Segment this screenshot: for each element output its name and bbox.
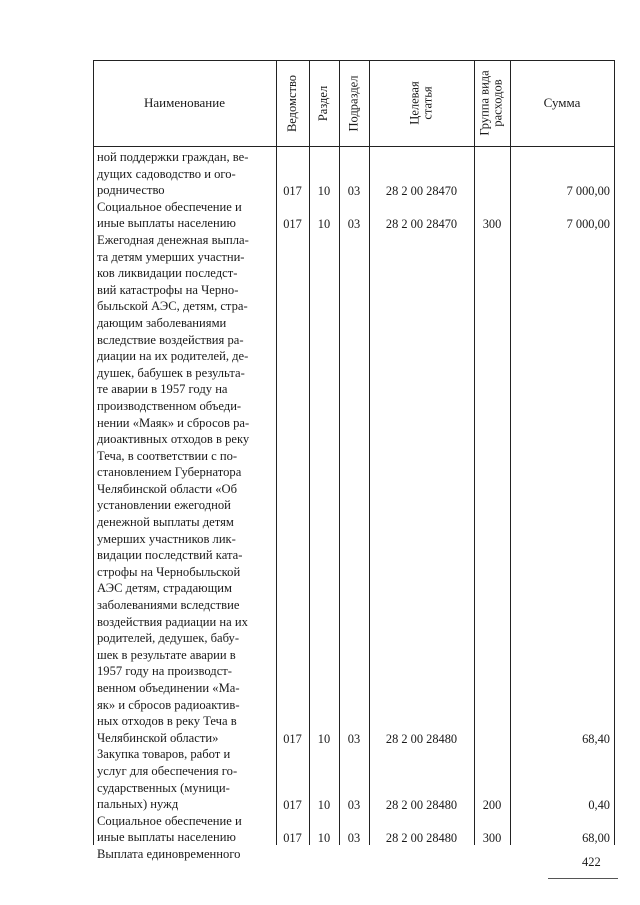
col-divider-gruppa xyxy=(474,60,475,845)
row-2-name-line: родителей, дедушек, бабу- xyxy=(97,631,240,646)
header-summa xyxy=(510,60,614,146)
row-0-name-line: родничество xyxy=(97,183,165,198)
row-2-name-line: Ежегодная денежная выпла- xyxy=(97,232,249,247)
row-2-name-line: вследствие воздействия ра- xyxy=(97,332,244,347)
header-gruppa-label xyxy=(479,70,505,135)
row-0-summa: 7 000,00 xyxy=(566,183,610,198)
row-2-name-line: те аварии в 1957 году на xyxy=(97,382,228,397)
row-1-name-line: Социальное обеспечение и xyxy=(97,199,242,214)
header-razdel-label: Раздел xyxy=(316,85,331,121)
header-vedomstvo-label: Ведомство xyxy=(285,74,299,132)
header-gruppa-line2: расходов xyxy=(491,79,506,127)
row-2-name-line: становлением Губернатора xyxy=(97,465,242,480)
row-1-podrazdel: 03 xyxy=(347,216,361,231)
row-0-celevaya: 28 2 00 28470 xyxy=(385,183,458,198)
row-2-name-line: 1957 году на производст- xyxy=(97,664,232,679)
header-celevaya-label xyxy=(409,81,435,124)
header-podrazdel xyxy=(339,60,369,146)
row-3-podrazdel: 03 xyxy=(347,797,361,812)
row-2-name-line: видации последствий ката- xyxy=(97,548,243,563)
col-divider-summa xyxy=(510,60,511,845)
header-gruppa-line1: Группа вида xyxy=(478,70,493,136)
row-2-name-line: диоактивных отходов в реку xyxy=(97,432,250,447)
row-4-gruppa: 300 xyxy=(482,831,502,846)
row-2-name-line: як» и сбросов радиоактив- xyxy=(97,697,240,712)
header-celevaya-line1: Целевая xyxy=(407,81,422,125)
row-1-razdel: 10 xyxy=(317,216,331,231)
row-1-summa: 7 000,00 xyxy=(566,216,610,231)
header-razdel xyxy=(309,60,339,146)
header-bottom-border xyxy=(93,146,615,147)
row-2-name-line: диации на их родителей, де- xyxy=(97,349,249,364)
header-podrazdel-label: Подраздел xyxy=(346,75,361,131)
header-summa-label: Сумма xyxy=(543,95,581,110)
row-2-name-line: установлении ежегодной xyxy=(97,498,231,513)
row-2-name-line: вий катастрофы на Черно- xyxy=(97,282,239,297)
row-3-name-line: пальных) нужд xyxy=(97,797,179,812)
row-2-name-line: ных отходов в реку Теча в xyxy=(97,714,237,729)
header-name xyxy=(93,60,276,146)
row-2-name-line: быльской АЭС, детям, стра- xyxy=(97,299,248,314)
footer-rule xyxy=(548,878,618,879)
col-divider-ved xyxy=(276,60,277,845)
row-3-razdel: 10 xyxy=(317,797,331,812)
row-2-name-line: заболеваниями вследствие xyxy=(97,598,240,613)
header-vedomstvo xyxy=(276,60,309,146)
row-2-razdel: 10 xyxy=(317,731,331,746)
table-right-border xyxy=(614,60,615,845)
row-0-razdel: 10 xyxy=(317,183,331,198)
header-name-label: Наименование xyxy=(144,95,225,110)
row-4-celevaya: 28 2 00 28480 xyxy=(385,831,458,846)
row-3-gruppa: 200 xyxy=(482,797,502,812)
row-4-summa: 68,00 xyxy=(582,831,610,846)
budget-table xyxy=(93,60,615,861)
row-2-name-line: Челябинской области» xyxy=(97,730,219,745)
col-divider-celevaya xyxy=(369,60,370,845)
row-2-name-line: ков ликвидации последст- xyxy=(97,266,238,281)
row-5-name-line: Выплата единовременного xyxy=(97,846,241,861)
row-2-name-line: умерших участников лик- xyxy=(97,531,236,546)
row-0-ved: 017 xyxy=(283,183,302,198)
row-2-summa: 68,40 xyxy=(582,731,610,746)
header-celevaya xyxy=(369,60,474,146)
row-2-name-line: АЭС детям, страдающим xyxy=(97,581,232,596)
row-3-name-line: услуг для обеспечения го- xyxy=(97,763,238,778)
row-0-name-line: ной поддержки граждан, ве- xyxy=(97,150,249,164)
row-1-name-line: иные выплаты населению xyxy=(97,216,236,231)
row-2-name-line: воздействия радиации на их xyxy=(97,614,248,629)
page-number: 422 xyxy=(582,855,601,869)
row-2-name-line: венном объединении «Ма- xyxy=(97,681,240,695)
row-4-name-line: Социальное обеспечение и xyxy=(97,813,242,828)
row-2-name-line: нении «Маяк» и сбросов ра- xyxy=(97,415,250,430)
col-divider-razdel xyxy=(309,60,310,845)
row-3-name-line: сударственных (муници- xyxy=(97,780,230,795)
row-3-name-line: Закупка товаров, работ и xyxy=(97,747,231,762)
row-1-celevaya: 28 2 00 28470 xyxy=(385,216,458,231)
table-left-border xyxy=(93,60,94,845)
header-gruppa xyxy=(474,60,510,146)
row-0-name-line: дущих садоводство и ого- xyxy=(97,166,236,181)
row-2-name-line: Теча, в соответствии с по- xyxy=(97,448,238,463)
name-column xyxy=(97,149,271,863)
row-2-celevaya: 28 2 00 28480 xyxy=(385,731,458,746)
row-2-name-line: денежной выплаты детям xyxy=(97,515,234,530)
row-3-celevaya: 28 2 00 28480 xyxy=(385,797,458,812)
row-4-ved: 017 xyxy=(283,831,302,846)
row-2-name-line: строфы на Чернобыльской xyxy=(97,564,241,579)
row-3-summa: 0,40 xyxy=(588,797,610,812)
row-1-ved: 017 xyxy=(283,216,302,231)
row-4-name-line: иные выплаты населению xyxy=(97,830,236,845)
row-4-razdel: 10 xyxy=(317,831,331,846)
row-1-gruppa: 300 xyxy=(482,216,502,231)
row-3-ved: 017 xyxy=(283,797,302,812)
row-2-ved: 017 xyxy=(283,731,302,746)
row-2-name-line: душек, бабушек в результа- xyxy=(97,365,245,380)
row-4-podrazdel: 03 xyxy=(347,831,361,846)
row-2-name-line: та детям умерших участни- xyxy=(97,249,245,264)
row-2-name-line: Челябинской области «Об xyxy=(97,481,238,496)
row-2-name-line: шек в результате аварии в xyxy=(97,647,236,662)
row-2-name-line: производственном объеди- xyxy=(97,398,242,413)
col-divider-podrazdel xyxy=(339,60,340,845)
row-2-podrazdel: 03 xyxy=(347,731,361,746)
row-2-name-line: дающим заболеваниями xyxy=(97,315,227,330)
row-0-podrazdel: 03 xyxy=(347,183,361,198)
header-celevaya-line2: статья xyxy=(420,86,435,120)
